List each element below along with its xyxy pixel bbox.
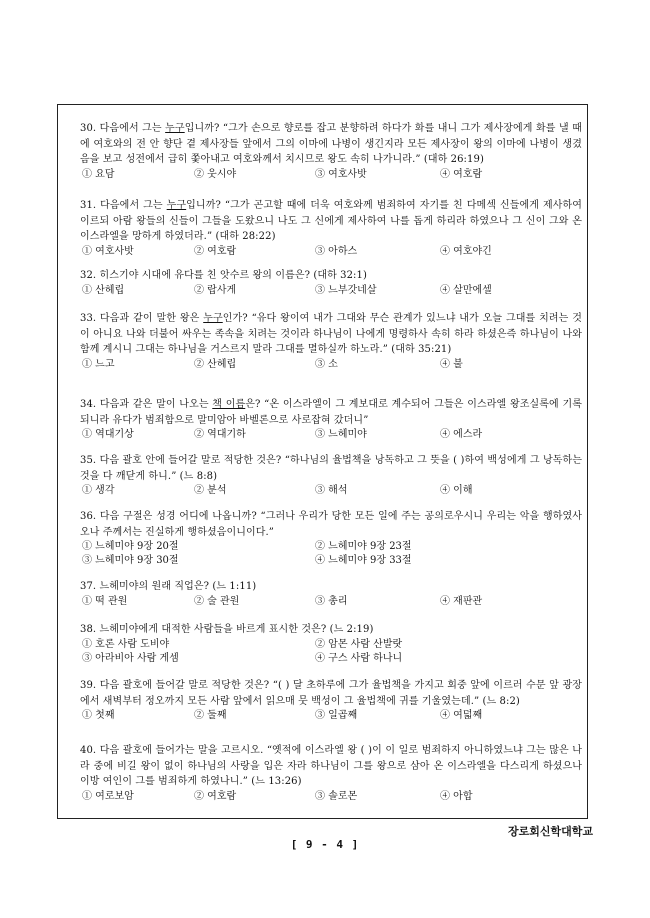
option-3[interactable]: ③ 솔로몬 <box>315 790 358 802</box>
option-4[interactable]: ④ 여덟째 <box>440 710 483 721</box>
option-4[interactable]: ④ 살만에셀 <box>440 284 492 296</box>
question-prefix: 40. 다음 괄호에 들어가는 말을 고르시오. “옛적에 이스라엘 왕 ( )이 이 일로 범죄하지 아니하였느냐 그는 많은 나라 중에 비길 왕이 없이 하나님의 사랑을 입은 자라 하나님이 그를 왕으로 삼아 온 이스라엘을 다스리게 하셨으나 이방 여인이 그를 범죄하게 하였나니.” (느 13:26) <box>80 745 582 787</box>
question-34 <box>80 397 582 442</box>
answer-options <box>80 358 582 372</box>
question-text <box>80 121 582 168</box>
question-text <box>80 622 582 638</box>
answer-options <box>80 428 582 442</box>
question-36 <box>80 509 582 568</box>
question-text <box>80 743 582 790</box>
question-39 <box>80 678 582 723</box>
option-4[interactable]: ④ 불 <box>440 358 463 370</box>
option-3[interactable]: ③ 일곱째 <box>315 710 358 721</box>
answer-options <box>80 245 582 259</box>
option-2[interactable]: ② 둘째 <box>194 710 227 721</box>
question-emphasis: 누구 <box>165 123 185 134</box>
option-4[interactable]: ④ 여호야긴 <box>440 245 492 257</box>
option-2[interactable]: ② 술 관원 <box>194 595 240 607</box>
question-text <box>80 509 582 540</box>
option-2[interactable]: ② 랍사게 <box>194 284 237 296</box>
answer-options-row-2 <box>80 652 582 666</box>
question-prefix: 35. 다음 괄호 안에 들어갈 말로 적당한 것은? “하나님의 율법책을 낭독하고 그 뜻을 ( )하여 백성에게 그 낭독하는 것을 다 깨닫게 하니.” (느 8:8) <box>80 455 582 482</box>
question-emphasis: 책 이름 <box>212 399 246 410</box>
question-prefix: 36. 다음 구절은 성경 어디에 나옵니까? “그러나 우리가 당한 모든 일에 주는 공의로우시니 우리는 악을 행하였사오나 주께서는 진실하게 행하셨음이니이다.” <box>80 511 582 538</box>
option-1[interactable]: ① 첫째 <box>82 710 115 721</box>
answer-options-row-1 <box>80 540 582 554</box>
answer-options-row-1 <box>80 638 582 652</box>
option-2[interactable]: ② 분석 <box>194 485 227 496</box>
question-prefix: 33. 다음과 같이 말한 왕은 <box>80 313 204 324</box>
page-number: [ 9 - 4 ] <box>290 838 360 851</box>
question-prefix: 32. 히스기야 시대에 유다를 친 앗수르 왕의 이름은? (대하 32:1) <box>80 270 367 281</box>
option-2[interactable]: ② 웃시야 <box>194 168 237 180</box>
option-2[interactable]: ② 역대기하 <box>194 429 246 440</box>
option-1[interactable]: ① 여호사밧 <box>82 245 134 257</box>
question-text <box>80 397 582 428</box>
answer-options-row-2 <box>80 554 582 568</box>
question-prefix: 30. 다음에서 그는 <box>80 123 166 134</box>
option-1[interactable]: ① 호론 사람 도비야 <box>82 638 170 650</box>
question-emphasis: 누구 <box>203 313 223 324</box>
option-1[interactable]: ① 역대기상 <box>82 429 134 440</box>
question-38 <box>80 622 582 666</box>
option-3[interactable]: ③ 아하스 <box>315 245 358 257</box>
answer-options <box>80 284 582 298</box>
option-1[interactable]: ① 생각 <box>82 485 115 496</box>
option-3[interactable]: ③ 총리 <box>315 595 348 607</box>
option-4[interactable]: ④ 이해 <box>440 485 473 496</box>
answer-options <box>80 168 582 182</box>
option-3[interactable]: ③ 아라비아 사람 게셈 <box>82 652 179 664</box>
question-emphasis: 누구 <box>166 200 187 211</box>
question-suffix: 은? “온 이스라엘이 그 계보대로 계수되어 그들은 이스라엘 왕조실록에 기록되니라 유다가 범죄함으로 말미암아 바벨론으로 사로잡혀 갔더니” <box>80 399 582 426</box>
option-4[interactable]: ④ 에스라 <box>440 429 483 440</box>
question-prefix: 37. 느헤미야의 원래 직업은? (느 1:11) <box>80 581 257 592</box>
answer-options <box>80 484 582 498</box>
question-31 <box>80 198 582 259</box>
question-prefix: 39. 다음 괄호에 들어갈 말로 적당한 것은? “( ) 달 초하루에 그가 율법책을 가지고 회중 앞에 이르러 수문 앞 광장에서 새벽부터 정오까지 모든 사람 앞에서 읽으매 뭇 백성이 그 율법책에 귀를 기울였는데.” (느 8:2) <box>80 680 582 707</box>
option-4[interactable]: ④ 느헤미야 9장 33절 <box>315 555 412 566</box>
question-40 <box>80 743 582 804</box>
question-suffix: 입니까? “그가 곤고할 때에 더욱 여호와께 범죄하여 자기를 친 다메섹 신들에게 제사하여 이르되 아람 왕들의 신들이 그들을 도왔으니 나도 그 신에게 제사하여 나를 돕게 하리라 하였으나 그 신이 그와 온 이스라엘을 망하게 하였더라.” (대하 28:22) <box>80 200 582 242</box>
option-2[interactable]: ② 암몬 사람 산발랏 <box>315 638 403 650</box>
option-1[interactable]: ① 여로보암 <box>82 790 134 802</box>
option-4[interactable]: ④ 아합 <box>440 790 473 802</box>
option-2[interactable]: ② 느헤미야 9장 23절 <box>315 541 412 552</box>
question-35 <box>80 453 582 498</box>
option-3[interactable]: ③ 느헤미야 9장 30절 <box>82 555 179 566</box>
question-text <box>80 453 582 484</box>
question-32 <box>80 268 582 298</box>
option-3[interactable]: ③ 소 <box>315 358 338 370</box>
option-2[interactable]: ② 여호람 <box>194 790 237 802</box>
option-2[interactable]: ② 여호람 <box>194 245 237 257</box>
question-suffix: 인가? “유다 왕이여 내가 그대와 무슨 관계가 있느냐 내가 오늘 그대를 치려는 것이 아니요 나와 더불어 싸우는 족속을 치려는 것이라 하나님이 나에게 명령하사 속히 하라 하셨은즉 하나님이 나와 함께 계시니 그대는 하나님을 거스르지 말라 그대를 멸하실까 하노라.” (대하 35:21) <box>80 313 583 355</box>
question-text <box>80 311 582 358</box>
answer-options <box>80 709 582 723</box>
question-prefix: 31. 다음에서 그는 <box>80 200 167 211</box>
answer-options <box>80 595 582 609</box>
option-3[interactable]: ③ 여호사밧 <box>315 168 367 180</box>
option-1[interactable]: ① 떡 관원 <box>82 595 128 607</box>
option-2[interactable]: ② 산헤립 <box>194 358 237 370</box>
question-prefix: 34. 다음과 같은 말이 나오는 <box>80 399 213 410</box>
question-text <box>80 198 582 245</box>
question-33 <box>80 311 582 372</box>
option-3[interactable]: ③ 느부갓네살 <box>315 284 377 296</box>
answer-options <box>80 790 582 804</box>
option-3[interactable]: ③ 해석 <box>315 485 348 496</box>
question-30 <box>80 121 582 182</box>
question-text <box>80 678 582 709</box>
question-text <box>80 268 582 284</box>
option-4[interactable]: ④ 여호람 <box>440 168 483 180</box>
question-37 <box>80 579 582 609</box>
option-1[interactable]: ① 산헤립 <box>82 284 125 296</box>
option-1[interactable]: ① 느헤미야 9장 20절 <box>82 541 179 552</box>
question-suffix: 입니까? “그가 손으로 향로를 잡고 분향하려 하다가 화를 내니 그가 제사장에게 화를 낼 때에 여호와의 전 안 향단 곁 제사장들 앞에서 그의 이마에 나병이 생긴지라 모든 제사장이 왕의 이마에 나병이 생겼음을 보고 성전에서 급히 쫓아내고 여호와께서 치시므로 왕도 속히 나가니라.” (대하 26:19) <box>80 123 582 165</box>
option-4[interactable]: ④ 구스 사람 하나니 <box>315 652 403 664</box>
option-4[interactable]: ④ 재판관 <box>440 595 483 607</box>
option-1[interactable]: ① 요담 <box>82 168 115 180</box>
school-name: 장로회신학대학교 <box>508 825 594 838</box>
option-1[interactable]: ① 느고 <box>82 358 115 370</box>
option-3[interactable]: ③ 느헤미야 <box>315 429 367 440</box>
question-text <box>80 579 582 595</box>
question-prefix: 38. 느헤미야에게 대적한 사람들을 바르게 표시한 것은? (느 2:19) <box>80 624 374 635</box>
